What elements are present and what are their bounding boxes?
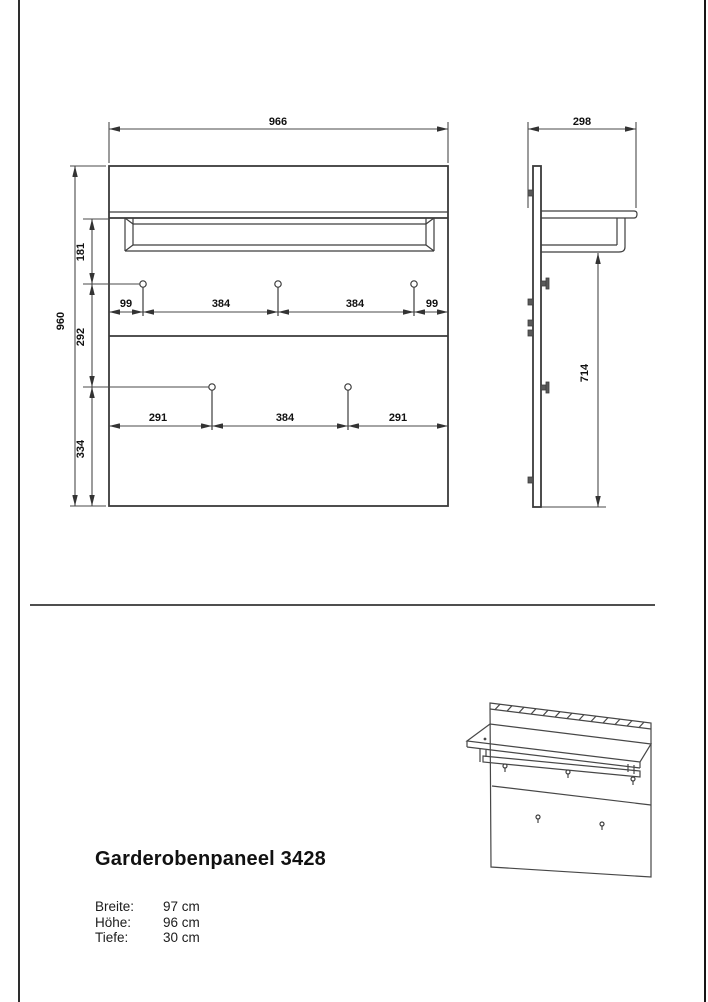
front-upper-hooks — [140, 281, 417, 316]
side-shelf — [541, 211, 637, 218]
spec-value-breite: 97 cm — [163, 899, 200, 914]
dim-label-side-depth: 298 — [572, 116, 592, 128]
spec-row-tiefe — [95, 930, 200, 946]
perspective-drawing — [467, 703, 651, 877]
front-view-drawing — [55, 116, 448, 506]
dim-label-upper-4: 99 — [425, 298, 439, 310]
dim-label-upper-2: 384 — [211, 298, 231, 310]
dim-label-lower-1: 291 — [148, 412, 168, 424]
spec-row-hoehe — [95, 915, 200, 931]
dim-label-lower-3: 291 — [388, 412, 408, 424]
spec-value-hoehe: 96 cm — [163, 914, 200, 930]
page-border-left — [18, 0, 20, 1002]
spec-label-hoehe: Höhe: — [95, 914, 132, 930]
section-divider-line — [30, 604, 655, 606]
dim-label-upper-3: 384 — [345, 298, 365, 310]
dim-label-upper-1: 99 — [119, 298, 133, 310]
spec-table — [95, 899, 200, 946]
dim-label-chain-1: 181 — [75, 242, 87, 262]
page-border-right — [704, 0, 706, 1002]
page-title: Garderobenpaneel 3428 — [95, 848, 326, 870]
front-rail — [125, 218, 434, 251]
side-view-drawing — [528, 116, 637, 507]
dim-label-chain-3: 334 — [75, 439, 87, 459]
spec-row-breite — [95, 899, 200, 915]
spec-label-tiefe: Tiefe: — [95, 930, 129, 946]
dim-label-chain-2: 292 — [75, 327, 87, 347]
spec-value-tiefe: 30 cm — [163, 930, 200, 946]
side-rail — [541, 218, 625, 252]
side-panel-outline — [533, 166, 541, 507]
perspective-hooks — [503, 764, 635, 830]
dim-label-side-hook-height: 714 — [579, 363, 591, 383]
dim-label-front-width: 966 — [268, 116, 288, 128]
side-hooks — [541, 278, 549, 393]
spec-label-breite: Breite: — [95, 899, 135, 914]
dim-label-front-height: 960 — [55, 311, 67, 331]
dim-label-lower-2: 384 — [275, 412, 295, 424]
